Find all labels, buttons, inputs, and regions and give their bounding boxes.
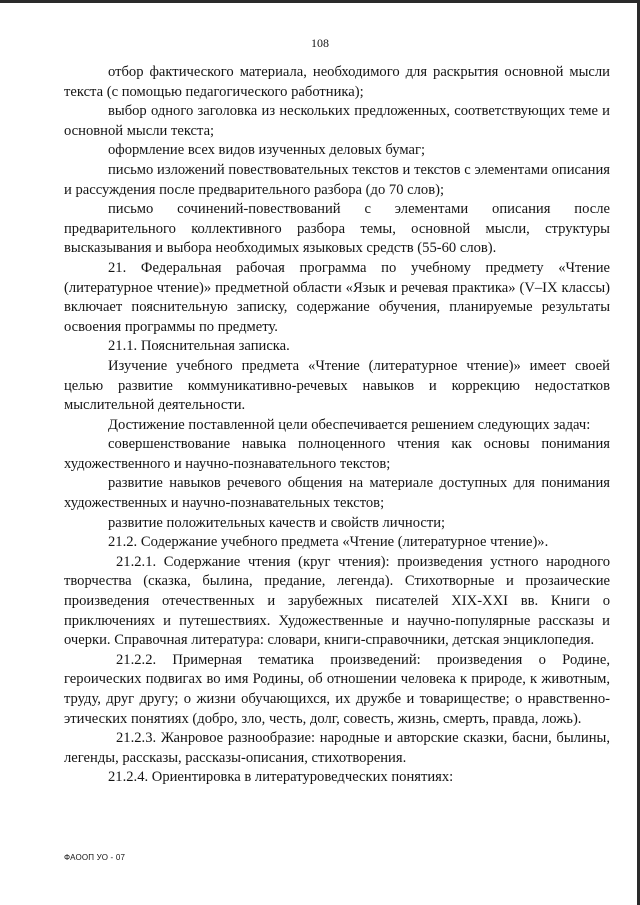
paragraph-title-choice: выбор одного заголовка из нескольких предложенных, соответствующих теме и основной мысли текста; xyxy=(64,103,610,139)
paragraph-exposition-writing: письмо изложений повествовательных текстов и текстов с элементами описания и рассуждения после предварительного разбора (до 70 слов); xyxy=(64,161,610,198)
paragraph-business-papers: оформление всех видов изученных деловых бумаг; xyxy=(108,142,426,159)
paragraph-section-21-1: 21.1. Пояснительная записка. xyxy=(108,338,290,355)
paragraph-section-21: 21. Федеральная рабочая программа по учебному предмету «Чтение (литературное чтение)» предметной области «Язык и речевая практика» (V–IX классы) включает пояснительную записку, содержание обучения, планируемые результаты освоения программы по предмету. xyxy=(64,259,610,335)
footer-code: ФАООП УО - 07 xyxy=(64,853,126,862)
paragraph-task-personality: развитие положительных качеств и свойств личности; xyxy=(108,514,446,531)
paragraph-section-21-2-1: 21.2.1. Содержание чтения (круг чтения): произведения устного народного творчества (сказка, былина, предание, легенда). Стихотворные и прозаические произведения отечественных и зарубежных писателей XIX-XXI вв. Книги о приключениях и путешествиях. Художественные и научно-популярные рассказы и очерки. Справочная литература: словари, книги-справочники, детская энциклопедия. xyxy=(64,553,610,649)
paragraph-section-21-2: 21.2. Содержание учебного предмета «Чтение (литературное чтение)». xyxy=(108,534,549,551)
paragraph-section-21-2-2: 21.2.2. Примерная тематика произведений: произведения о Родине, героических подвигах во имя Родины, об отношении человека к природе, к животным, труду, друг другу; о жизни обучающихся, их дружбе и товариществе; о нравственно-этических понятиях (добро, зло, честь, долг, совесть, жизнь, смерть, правда, ложь). xyxy=(64,651,610,727)
document-body xyxy=(64,63,610,788)
paragraph-subject-goal: Изучение учебного предмета «Чтение (литературное чтение)» имеет своей целью развитие коммуникативно-речевых навыков и коррекцию недостатков мыслительной деятельности. xyxy=(64,357,610,414)
paragraph-section-21-2-4: 21.2.4. Ориентировка в литературоведческих понятиях: xyxy=(108,769,454,786)
paragraph-task-reading: совершенствование навыка полноценного чтения как основы понимания художественного и научно-познавательного текстов; xyxy=(64,436,610,472)
paragraph-tasks-intro: Достижение поставленной цели обеспечивается решением следующих задач: xyxy=(108,416,591,433)
page-number: 108 xyxy=(311,36,329,50)
paragraph-section-21-2-3: 21.2.3. Жанровое разнообразие: народные и авторские сказки, басни, былины, легенды, рассказы, рассказы-описания, стихотворения. xyxy=(64,730,610,766)
paragraph-fact-selection: отбор фактического материала, необходимого для раскрытия основной мысли текста (с помощью педагогического работника); xyxy=(64,64,610,100)
paragraph-composition-writing: письмо сочинений-повествований с элементами описания после предварительного коллективного разбора темы, основной мысли, структуры высказывания и выбора необходимых языковых средств (55-60 слов). xyxy=(64,201,610,257)
paragraph-task-speech: развитие навыков речевого общения на материале доступных для понимания художественных и научно-познавательных текстов; xyxy=(64,475,610,512)
scan-edge-top xyxy=(0,0,640,3)
